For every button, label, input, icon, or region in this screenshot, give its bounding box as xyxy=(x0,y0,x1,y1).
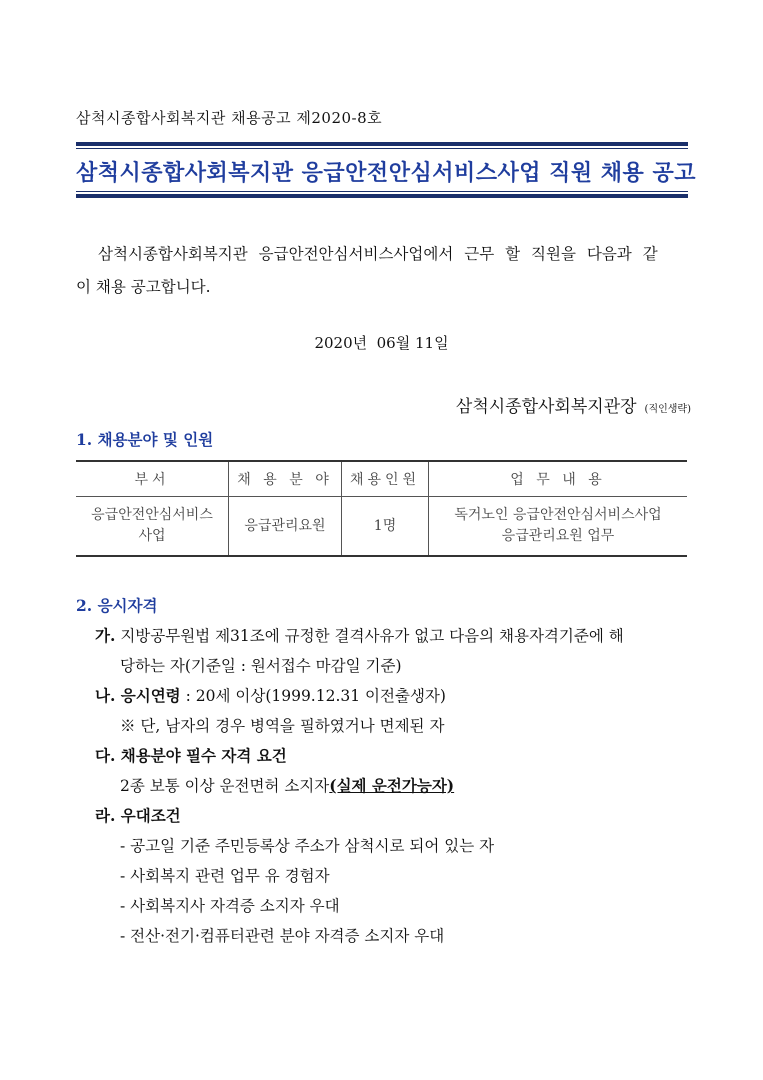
preference-item: - 공고일 기준 주민등록상 주소가 삼척시로 되어 있는 자 xyxy=(120,837,495,855)
preference-item: - 전산·전기·컴퓨터관련 분야 자격증 소지자 우대 xyxy=(120,927,445,945)
signature-name: 삼척시종합사회복지관장 xyxy=(455,397,637,417)
cell-duty-line-1: 독거노인 응급안전안심서비스사업 xyxy=(454,507,662,523)
cell-dept-line-2: 사업 xyxy=(138,528,166,544)
item-da-label: 다. 채용분야 필수 자격 요건 xyxy=(95,746,287,765)
cell-field: 응급관리요원 xyxy=(229,497,342,557)
document-number: 삼척시종합사회복지관 채용공고 제2020-8호 xyxy=(76,109,383,127)
preference-item: - 사회복지 관련 업무 유 경험자 xyxy=(120,867,330,885)
announcement-date: 2020년 06월 11일 xyxy=(314,334,449,352)
table-header-field: 채 용 분 야 xyxy=(229,461,342,497)
cell-duty xyxy=(429,497,688,557)
item-da xyxy=(95,744,287,766)
item-na xyxy=(95,684,446,706)
title-rule-bottom-thin xyxy=(76,191,688,192)
item-da-text xyxy=(120,774,454,796)
item-na-label: 나. 응시연령 xyxy=(95,686,181,705)
item-ra xyxy=(95,804,181,826)
cell-count: 1명 xyxy=(342,497,429,557)
signature-note: (직인생략) xyxy=(644,404,691,415)
table-header-duty: 업 무 내 용 xyxy=(429,461,688,497)
intro-paragraph xyxy=(76,238,688,304)
intro-line-1: 삼척시종합사회복지관 응급안전안심서비스사업에서 근무 할 직원을 다음과 같 xyxy=(98,245,658,263)
item-ga-line-1: 지방공무원법 제31조에 규정한 결격사유가 없고 다음의 채용자격기준에 해 xyxy=(120,627,624,645)
intro-line-2: 이 채용 공고합니다. xyxy=(76,278,211,296)
item-ra-label: 라. 우대조건 xyxy=(95,806,181,825)
cell-duty-line-2: 응급관리요원 업무 xyxy=(501,528,615,544)
recruitment-table xyxy=(76,460,687,557)
item-na-note: ※ 단, 남자의 경우 병역을 필하였거나 면제된 자 xyxy=(120,717,445,735)
title-rule-bottom xyxy=(76,194,688,198)
title-rule-top xyxy=(76,142,688,146)
preference-item: - 사회복지사 자격증 소지자 우대 xyxy=(120,897,340,915)
signature-block xyxy=(456,392,691,417)
item-da-emphasis: (실제 운전가능자) xyxy=(329,776,455,795)
item-da-body: 2종 보통 이상 운전면허 소지자 xyxy=(120,777,330,795)
section-2-title: 2. 응시자격 xyxy=(76,596,158,615)
table-header-count: 채용인원 xyxy=(342,461,429,497)
cell-dept xyxy=(76,497,229,557)
table-row xyxy=(76,497,687,557)
item-ga xyxy=(95,624,624,646)
item-ga-line-2: 당하는 자(기준일 : 원서접수 마감일 기준) xyxy=(120,657,402,675)
table-header-row xyxy=(76,461,687,497)
title-rule-top-thin xyxy=(76,148,688,149)
section-1-title: 1. 채용분야 및 인원 xyxy=(76,430,214,449)
table-header-dept: 부서 xyxy=(134,472,170,488)
cell-dept-line-1: 응급안전안심서비스 xyxy=(91,507,213,523)
item-ga-label: 가. xyxy=(95,626,116,645)
title-banner xyxy=(76,142,696,198)
page-title: 삼척시종합사회복지관 응급안전안심서비스사업 직원 채용 공고 xyxy=(76,160,696,186)
item-na-text: : 20세 이상(1999.12.31 이전출생자) xyxy=(180,687,446,705)
